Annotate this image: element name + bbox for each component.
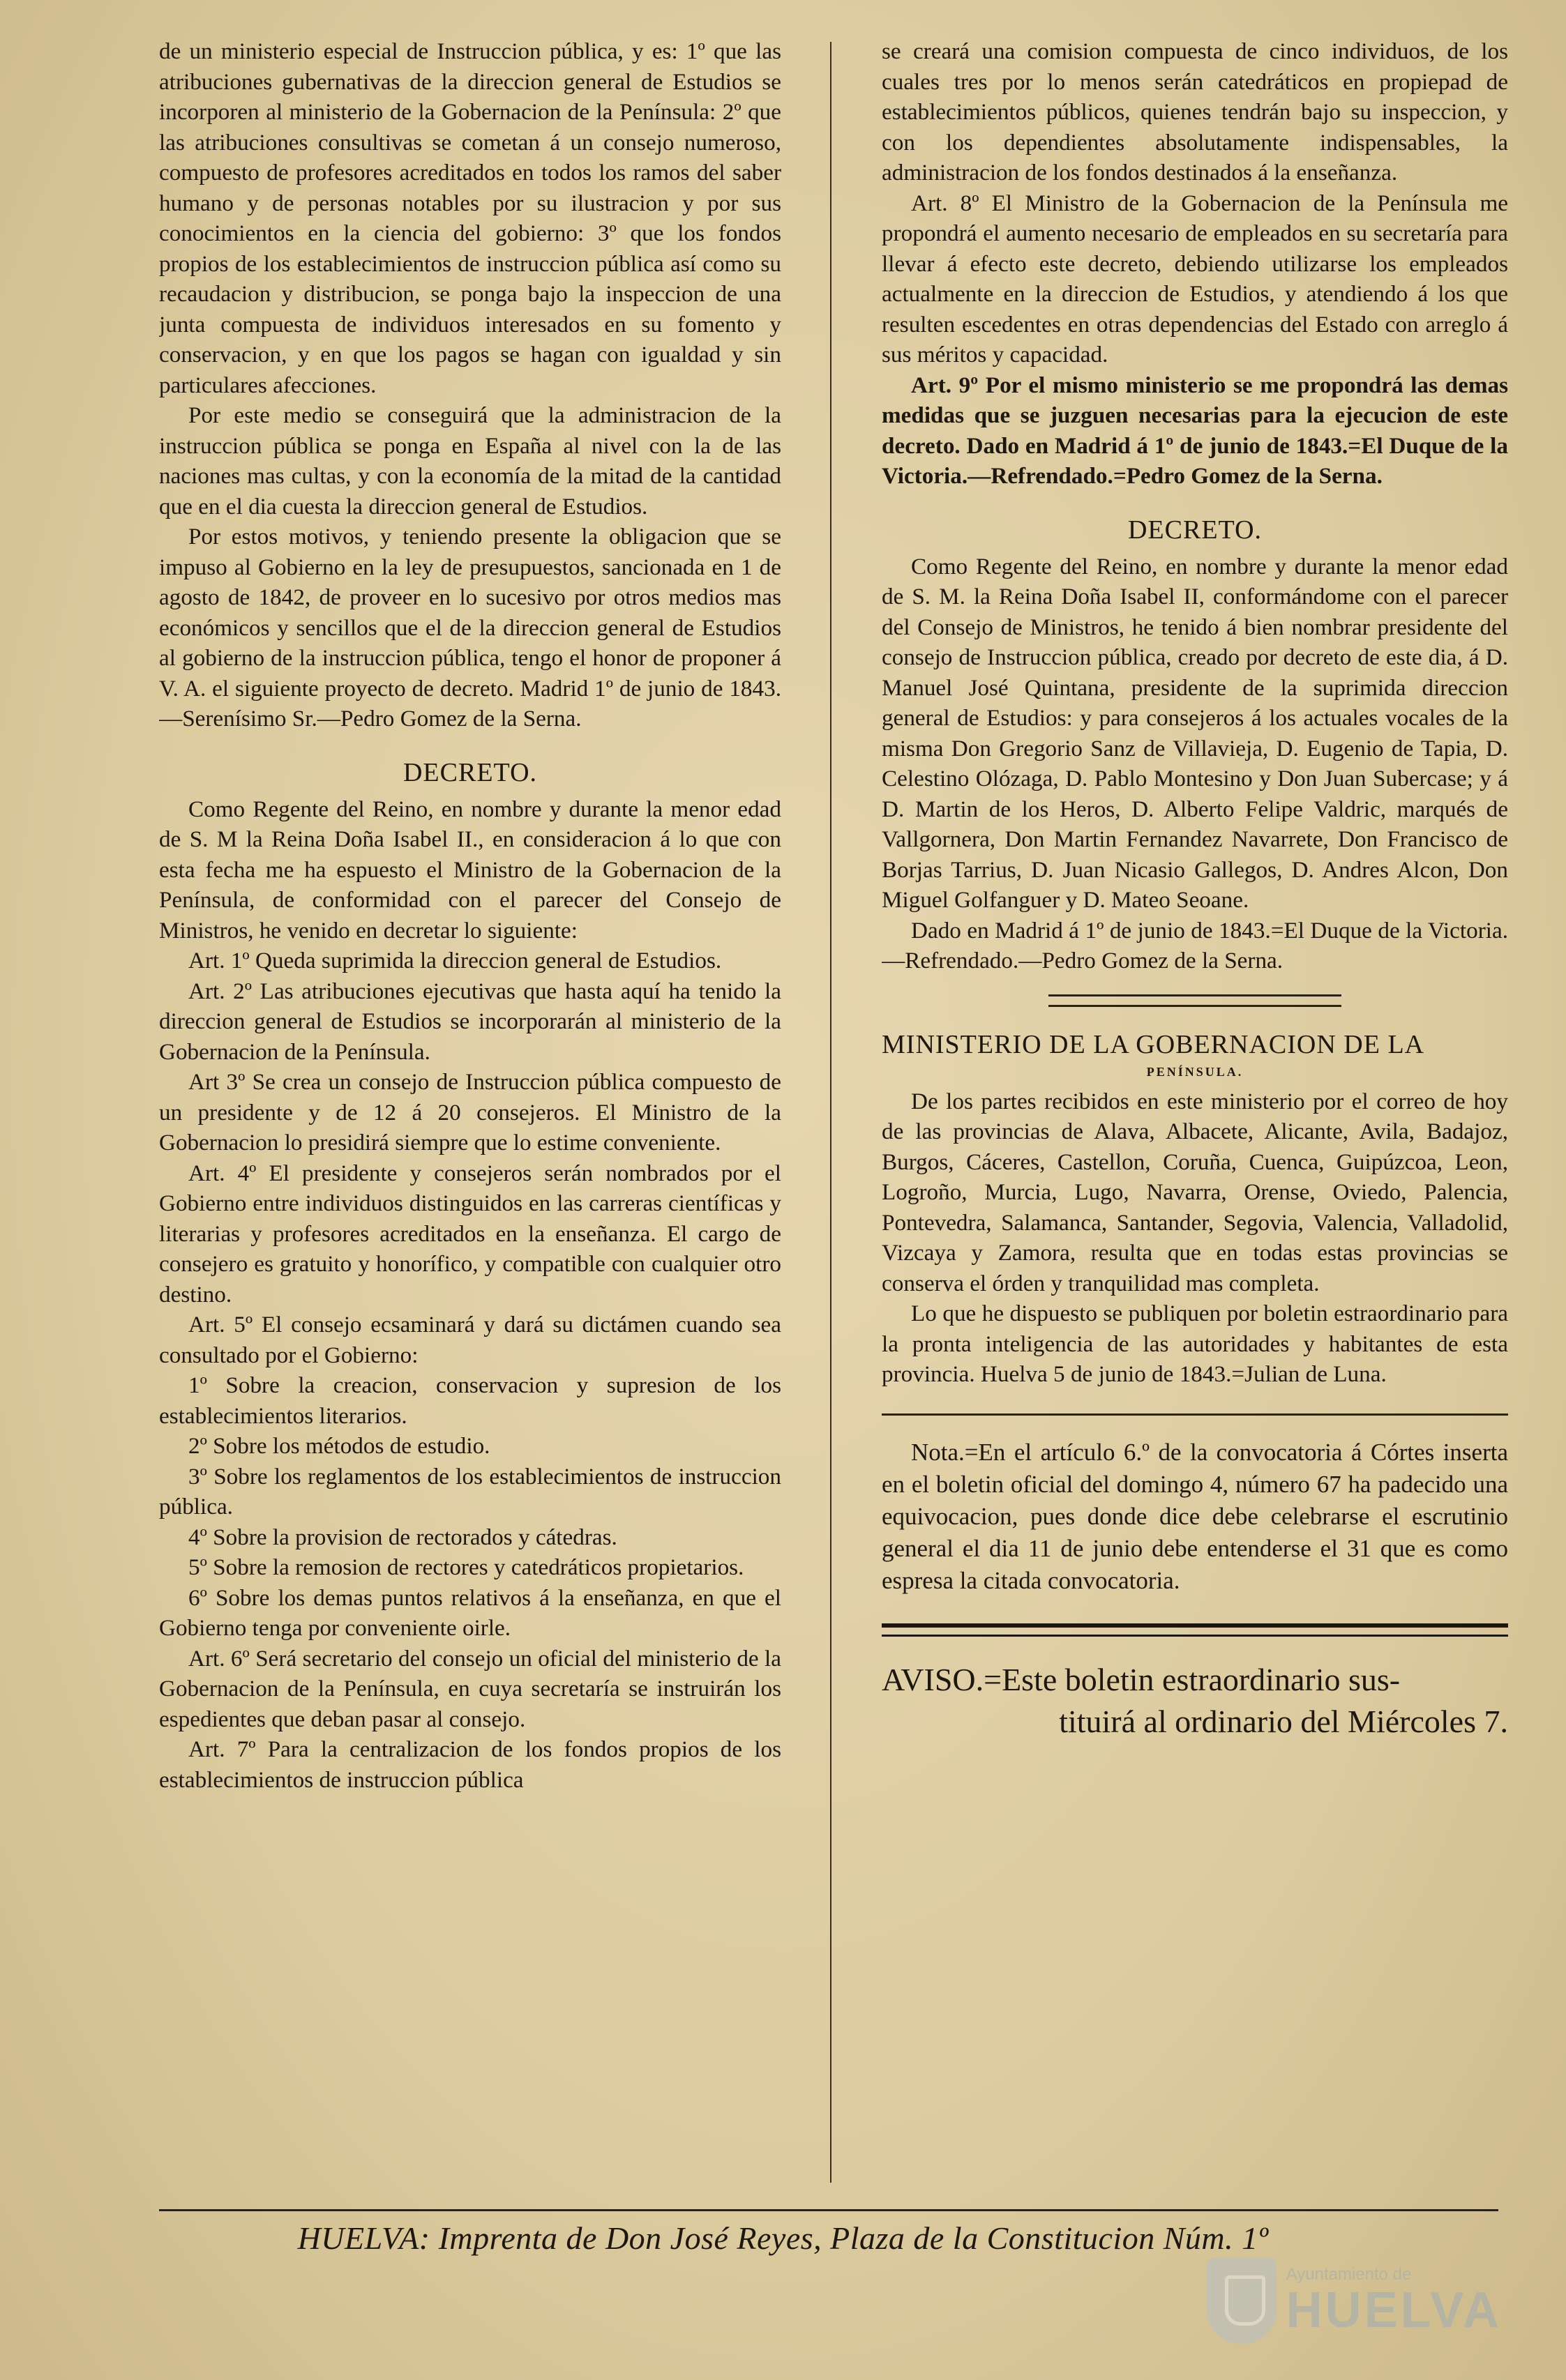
decree2-signature: Dado en Madrid á 1º de junio de 1843.=El Duque de la Victoria.—Refrendado.—Pedro Gomez de la Serna. [882, 917, 1508, 973]
article-4: Art. 4º El presidente y consejeros serán nombrados por el Gobierno entre individuos distinguidos en las carreras científicas y literarias y profesores acreditados en la enseñanza. El cargo de consejero es gratuito y honorífico, y compatible con cualquier otro destino. [159, 1160, 781, 1308]
left-column [159, 36, 781, 2191]
decree-intro: Como Regente del Reino, en nombre y durante la menor edad de S. M la Reina Doña Isabel II., en consideracion á lo que con esta fecha me ha espuesto el Ministro de la Gobernacion de la Península, de conformidad con el parecer del Consejo de Ministros, he venido en decretar lo siguiente: [159, 796, 781, 943]
nota-text: Nota.=En el artículo 6.º de la convocatoria á Córtes inserta en el boletin oficial del domingo 4, número 67 ha padecido una equivocacion, pues donde dice debe celebrarse el escrutinio general el dia 11 de junio debe entenderse el 31 que es como espresa la citada convocatoria. [882, 1438, 1508, 1594]
article-2: Art. 2º Las atribuciones ejecutivas que hasta aquí ha tenido la direccion general de Estudios se incorporarán al ministerio de la Gobernacion de la Península. [159, 978, 781, 1065]
article-8: Art. 8º El Ministro de la Gobernacion de la Península me propondrá el aumento necesario de empleados en su secretaría para llevar á efecto este decreto, debiendo utilizarse los empleados actualmente en la direccion de Estudios, y atendiendo á los que resulten escedentes en otras dependencias del Estado con arreglo á sus méritos y capacidad. [882, 190, 1508, 367]
aviso-separator [882, 1623, 1508, 1637]
article-6: Art. 6º Será secretario del consejo un oficial del ministerio de la Gobernacion de la Península, en cuya secretaría se instruirán los espedientes que deban pasar al consejo. [159, 1645, 781, 1732]
paragraph-economy: Por este medio se conseguirá que la administracion de la instruccion pública se ponga en España al nivel con la de las naciones mas cultas, y con la economía de la mitad de la cantidad que en el dia cuesta la direccion general de Estudios. [159, 402, 781, 520]
article-7: Art. 7º Para la centralizacion de los fondos propios de los establecimientos de instruccion pública [159, 1736, 781, 1793]
article-1: Art. 1º Queda suprimida la direccion general de Estudios. [188, 948, 722, 973]
decree-heading: DECRETO. [402, 757, 538, 787]
paragraph-motives: Por estos motivos, y teniendo presente la obligacion que se impuso al Gobierno en la ley de presupuestos, sancionada en 1 de agosto de 1842, de proveer en lo sucesivo por otros medios mas económicos y sencillos que el de la direccion general de Estudios al gobierno de la instruccion pública, tengo el honor de proponer á V. A. el siguiente proyecto de decreto. Madrid 1º de junio de 1843.—Serenísimo Sr.—Pedro Gomez de la Serna. [159, 524, 781, 732]
shield-icon [1207, 2257, 1277, 2344]
article-5-item-6: 6º Sobre los demas puntos relativos á la enseñanza, en que el Gobierno tenga por conveniente oirle. [159, 1584, 781, 1641]
column-divider [830, 42, 831, 2183]
watermark-small-text: Ayuntamiento de [1286, 2265, 1412, 2284]
aviso-notice [882, 1659, 1508, 1743]
archive-watermark [1207, 2257, 1502, 2344]
ministry-heading: MINISTERIO DE LA GOBERNACION DE LA [882, 1029, 1425, 1059]
article-3: Art 3º Se crea un consejo de Instruccion pública compuesto de un presidente y de 12 á 20 consejeros. El Ministro de la Gobernacion lo presidirá siempre que lo estime conveniente. [159, 1069, 781, 1155]
right-column [882, 36, 1508, 2191]
footer-rule [159, 2209, 1498, 2211]
watermark-text [1286, 2265, 1502, 2336]
ministry-body: De los partes recibidos en este ministerio por el correo de hoy de las provincias de Alava, Albacete, Alicante, Avila, Badajoz, Burgos, Cáceres, Castellon, Coruña, Cuenca, Guipúzcoa, Leon, Logroño, Murcia, Lugo, Navarra, Orense, Oviedo, Palencia, Pontevedra, Salamanca, Santander, Segovia, Valencia, Valladolid, Vizcaya y Zamora, resulta que en todas estas provincias se conserva el órden y tranquilidad mas completa. [882, 1088, 1508, 1296]
section-separator [1048, 994, 1341, 1007]
article-9: Art. 9º Por el mismo ministerio se me propondrá las demas medidas que se juzguen necesarias para la ejecucion de este decreto. Dado en Madrid á 1º de junio de 1843.=El Duque de la Victoria.—Refrendado.=Pedro Gomez de la Serna. [882, 372, 1508, 489]
ministry-subheading: PENÍNSULA. [1146, 1064, 1244, 1079]
ministry-closing: Lo que he dispuesto se publiquen por boletin estraordinario para la pronta inteligencia de las autoridades y habitantes de esta provincia. Huelva 5 de junio de 1843.=Julian de Luna. [882, 1301, 1508, 1387]
imprint-line: HUELVA: Imprenta de Don José Reyes, Plaza de la Constitucion Núm. 1º [297, 2220, 1269, 2256]
paragraph-continuation: de un ministerio especial de Instruccion pública, y es: 1º que las atribuciones gubernativas de la direccion general de Estudios se incorporen al ministerio de la Gobernacion de la Península: 2º que las atribuciones consultivas se cometan á un consejo numeroso, compuesto de profesores acreditados en todos los ramos del saber humano y de personas notables por su ilustracion y por sus conocimientos en la ciencia del gobierno: 3º que los fondos propios de los establecimientos de instruccion pública así como su recaudacion y distribucion, se ponga bajo la inspeccion de una junta compuesta de individuos interesados en su fomento y conservacion, y en que los pagos se hagan con igualdad y sin particulares afecciones. [159, 38, 781, 398]
decree2-body: Como Regente del Reino, en nombre y durante la menor edad de S. M. la Reina Doña Isabel II, conformándome con el parecer del Consejo de Ministros, he tenido á bien nombrar presidente del consejo de Instruccion pública, creado por decreto de este dia, á D. Manuel José Quintana, presidente de la suprimida direccion general de Estudios: y para consejeros á los actuales vocales de la misma Don Gregorio Sanz de Villavieja, D. Eugenio de Tapia, D. Celestino Olózaga, D. Pablo Montesino y Don Juan Subercase; y á D. Martin de los Heros, D. Alberto Felipe Valdric, marqués de Vallgornera, Don Martin Fernandez Navarrete, Don Francisco de Borjas Tarrius, D. Juan Nicasio Gallegos, D. Andres Alcon, Don Miguel Golfanguer y D. Mateo Seoane. [882, 553, 1508, 913]
nota-block [882, 1437, 1508, 1597]
nota-separator [882, 1413, 1508, 1416]
aviso-line-2: tituirá al ordinario del Miércoles 7. [1059, 1703, 1508, 1739]
article-5-item-1: 1º Sobre la creacion, conservacion y supresion de los establecimientos literarios. [159, 1372, 781, 1429]
article-7-continuation: se creará una comision compuesta de cinco individuos, de los cuales tres por lo menos serán catedráticos en propiepad de establecimientos públicos, quienes tendrán bajo su inspeccion, y con los dependientes absolutamente indispensables, la administracion de los fondos destinados á la enseñanza. [882, 38, 1508, 185]
article-5: Art. 5º El consejo ecsaminará y dará su dictámen cuando sea consultado por el Gobierno: [159, 1312, 781, 1368]
watermark-big-text: HUELVA [1286, 2282, 1502, 2338]
article-5-item-4: 4º Sobre la provision de rectorados y cátedras. [188, 1524, 617, 1550]
article-5-item-3: 3º Sobre los reglamentos de los establecimientos de instruccion pública. [159, 1463, 781, 1519]
decree2-heading: DECRETO. [1127, 515, 1263, 545]
aviso-line-1: AVISO.=Este boletin estraordinario sus- [882, 1661, 1401, 1697]
article-5-item-2: 2º Sobre los métodos de estudio. [188, 1433, 490, 1459]
article-5-item-5: 5º Sobre la remosion de rectores y catedráticos propietarios. [188, 1554, 744, 1580]
